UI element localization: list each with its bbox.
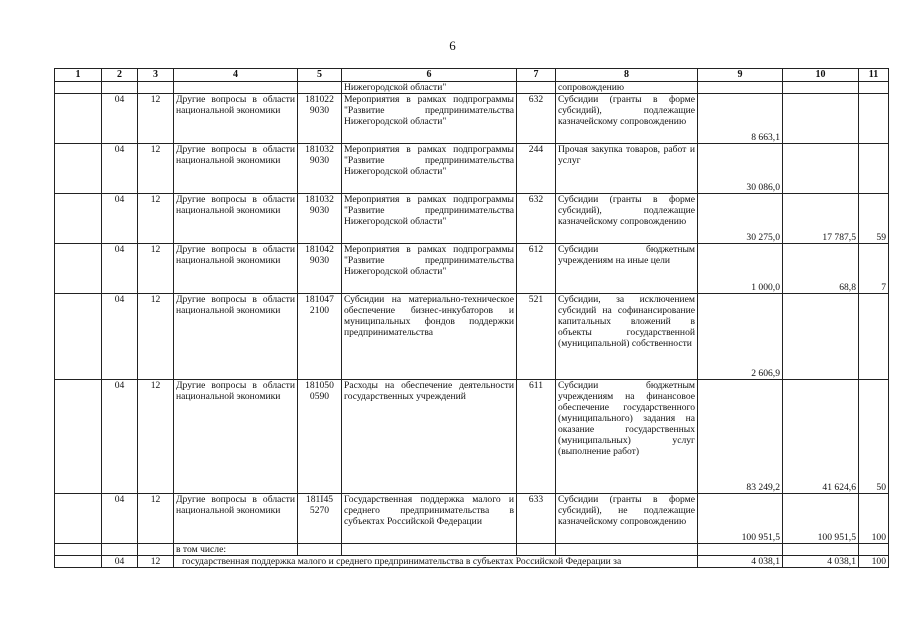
cell-including-label: в том числе:	[174, 544, 298, 556]
cell-expense-code: 632	[517, 94, 556, 144]
cell-target-code: 181032 9030	[298, 144, 342, 194]
table-row	[55, 294, 889, 380]
cell-target-code: 181022 9030	[298, 94, 342, 144]
including-row	[55, 544, 889, 556]
cell-subsection: 12	[138, 244, 174, 294]
cell-percent: 7	[859, 244, 889, 294]
cell-target-code: 181050 0590	[298, 380, 342, 494]
cell-target-code: 181I45 5270	[298, 494, 342, 544]
cell-section-name: Другие вопросы в области национальной экономики	[174, 494, 298, 544]
cell-section: 04	[102, 294, 138, 380]
cell-plan: 83 249,2	[698, 380, 783, 494]
table-row	[55, 194, 889, 244]
cell-subsection: 12	[138, 194, 174, 244]
cell-section: 04	[102, 94, 138, 144]
cell-expense-code: 611	[517, 380, 556, 494]
cell-subsection: 12	[138, 144, 174, 194]
cell-section-name: Другие вопросы в области национальной экономики	[174, 194, 298, 244]
summary-row	[55, 556, 889, 568]
cell-expense-code: 244	[517, 144, 556, 194]
header-cell: 8	[556, 69, 698, 82]
cell-section: 04	[102, 556, 138, 568]
cell-actual: 68,8	[783, 244, 859, 294]
cell-target-code: 181042 9030	[298, 244, 342, 294]
cell-plan: 100 951,5	[698, 494, 783, 544]
cell-percent	[859, 94, 889, 144]
header-cell: 11	[859, 69, 889, 82]
cell-section-name: Другие вопросы в области национальной экономики	[174, 244, 298, 294]
cell-purpose: Субсидии на материально-техническое обеспечение бизнес-инкубаторов и муниципальных фондов поддержки предпринимательства	[342, 294, 517, 380]
cell-expense-code: 612	[517, 244, 556, 294]
cell-subsection: 12	[138, 494, 174, 544]
cell-purpose: Мероприятия в рамках подпрограммы "Развитие предпринимательства Нижегородской области"	[342, 94, 517, 144]
cell-subsection: 12	[138, 294, 174, 380]
header-cell: 4	[174, 69, 298, 82]
cell-expense-code: 633	[517, 494, 556, 544]
cell-percent	[859, 144, 889, 194]
cell-section: 04	[102, 380, 138, 494]
cell-plan: 1 000,0	[698, 244, 783, 294]
cell-expense-type: Субсидии (гранты в форме субсидий), подлежащие казначейскому сопровождению	[556, 94, 698, 144]
cell-actual	[783, 294, 859, 380]
page-number: 6	[449, 38, 456, 53]
cell-section-name: Другие вопросы в области национальной экономики	[174, 94, 298, 144]
cell-expense-type: сопровождению	[556, 82, 698, 94]
cell-purpose: Мероприятия в рамках подпрограммы "Развитие предпринимательства Нижегородской области"	[342, 244, 517, 294]
header-cell: 9	[698, 69, 783, 82]
budget-table	[54, 68, 889, 568]
cell-purpose: Расходы на обеспечение деятельности государственных учреждений	[342, 380, 517, 494]
cell-expense-type: Субсидии (гранты в форме субсидий), не подлежащие казначейскому сопровождению	[556, 494, 698, 544]
cell-actual	[783, 144, 859, 194]
cell-section-name: Другие вопросы в области национальной экономики	[174, 144, 298, 194]
cell-expense-type: Прочая закупка товаров, работ и услуг	[556, 144, 698, 194]
cell-section: 04	[102, 194, 138, 244]
header-cell: 7	[517, 69, 556, 82]
continuation-row	[55, 82, 889, 94]
cell-purpose: Мероприятия в рамках подпрограммы "Развитие предпринимательства Нижегородской области"	[342, 144, 517, 194]
table-row	[55, 144, 889, 194]
cell-actual: 100 951,5	[783, 494, 859, 544]
cell-actual: 41 624,6	[783, 380, 859, 494]
cell-section: 04	[102, 494, 138, 544]
cell-purpose: Государственная поддержка малого и среднего предпринимательства в субъектах Российской Федерации	[342, 494, 517, 544]
cell-target-code: 181032 9030	[298, 194, 342, 244]
cell-subsection: 12	[138, 94, 174, 144]
cell-expense-code: 521	[517, 294, 556, 380]
header-cell: 10	[783, 69, 859, 82]
cell-plan: 30 086,0	[698, 144, 783, 194]
cell-percent	[859, 294, 889, 380]
table-row	[55, 94, 889, 144]
cell-percent: 100	[859, 556, 889, 568]
header-row	[55, 69, 889, 82]
cell-actual: 17 787,5	[783, 194, 859, 244]
cell-section: 04	[102, 144, 138, 194]
header-cell: 1	[55, 69, 102, 82]
cell-purpose: Нижегородской области"	[342, 82, 517, 94]
cell-plan: 4 038,1	[698, 556, 783, 568]
header-cell: 3	[138, 69, 174, 82]
cell-expense-type: Субсидии (гранты в форме субсидий), подлежащие казначейскому сопровождению	[556, 194, 698, 244]
cell-expense-code: 632	[517, 194, 556, 244]
cell-plan: 30 275,0	[698, 194, 783, 244]
header-cell: 2	[102, 69, 138, 82]
table-row	[55, 244, 889, 294]
table-row	[55, 380, 889, 494]
table-row	[55, 494, 889, 544]
header-cell: 6	[342, 69, 517, 82]
cell-section: 04	[102, 244, 138, 294]
cell-expense-type: Субсидии бюджетным учреждениям на иные цели	[556, 244, 698, 294]
cell-summary-text: государственная поддержка малого и среднего предпринимательства в субъектах Российской Федерации за	[174, 556, 698, 568]
cell-plan: 8 663,1	[698, 94, 783, 144]
cell-plan: 2 606,9	[698, 294, 783, 380]
cell-subsection: 12	[138, 380, 174, 494]
cell-percent: 59	[859, 194, 889, 244]
cell-target-code: 181047 2100	[298, 294, 342, 380]
cell-actual	[783, 94, 859, 144]
cell-percent: 100	[859, 494, 889, 544]
cell-purpose: Мероприятия в рамках подпрограммы "Развитие предпринимательства Нижегородской области"	[342, 194, 517, 244]
header-cell: 5	[298, 69, 342, 82]
cell-expense-type: Субсидии, за исключением субсидий на софинансирование капитальных вложений в объекты государственной (муниципальной) собственности	[556, 294, 698, 380]
cell-percent: 50	[859, 380, 889, 494]
cell-section-name: Другие вопросы в области национальной экономики	[174, 380, 298, 494]
cell-subsection: 12	[138, 556, 174, 568]
cell-section-name: Другие вопросы в области национальной экономики	[174, 294, 298, 380]
cell-expense-type: Субсидии бюджетным учреждениям на финансовое обеспечение государственного (муниципального) задания на оказание государственных (муниципальных) услуг (выполнение работ)	[556, 380, 698, 494]
cell-actual: 4 038,1	[783, 556, 859, 568]
